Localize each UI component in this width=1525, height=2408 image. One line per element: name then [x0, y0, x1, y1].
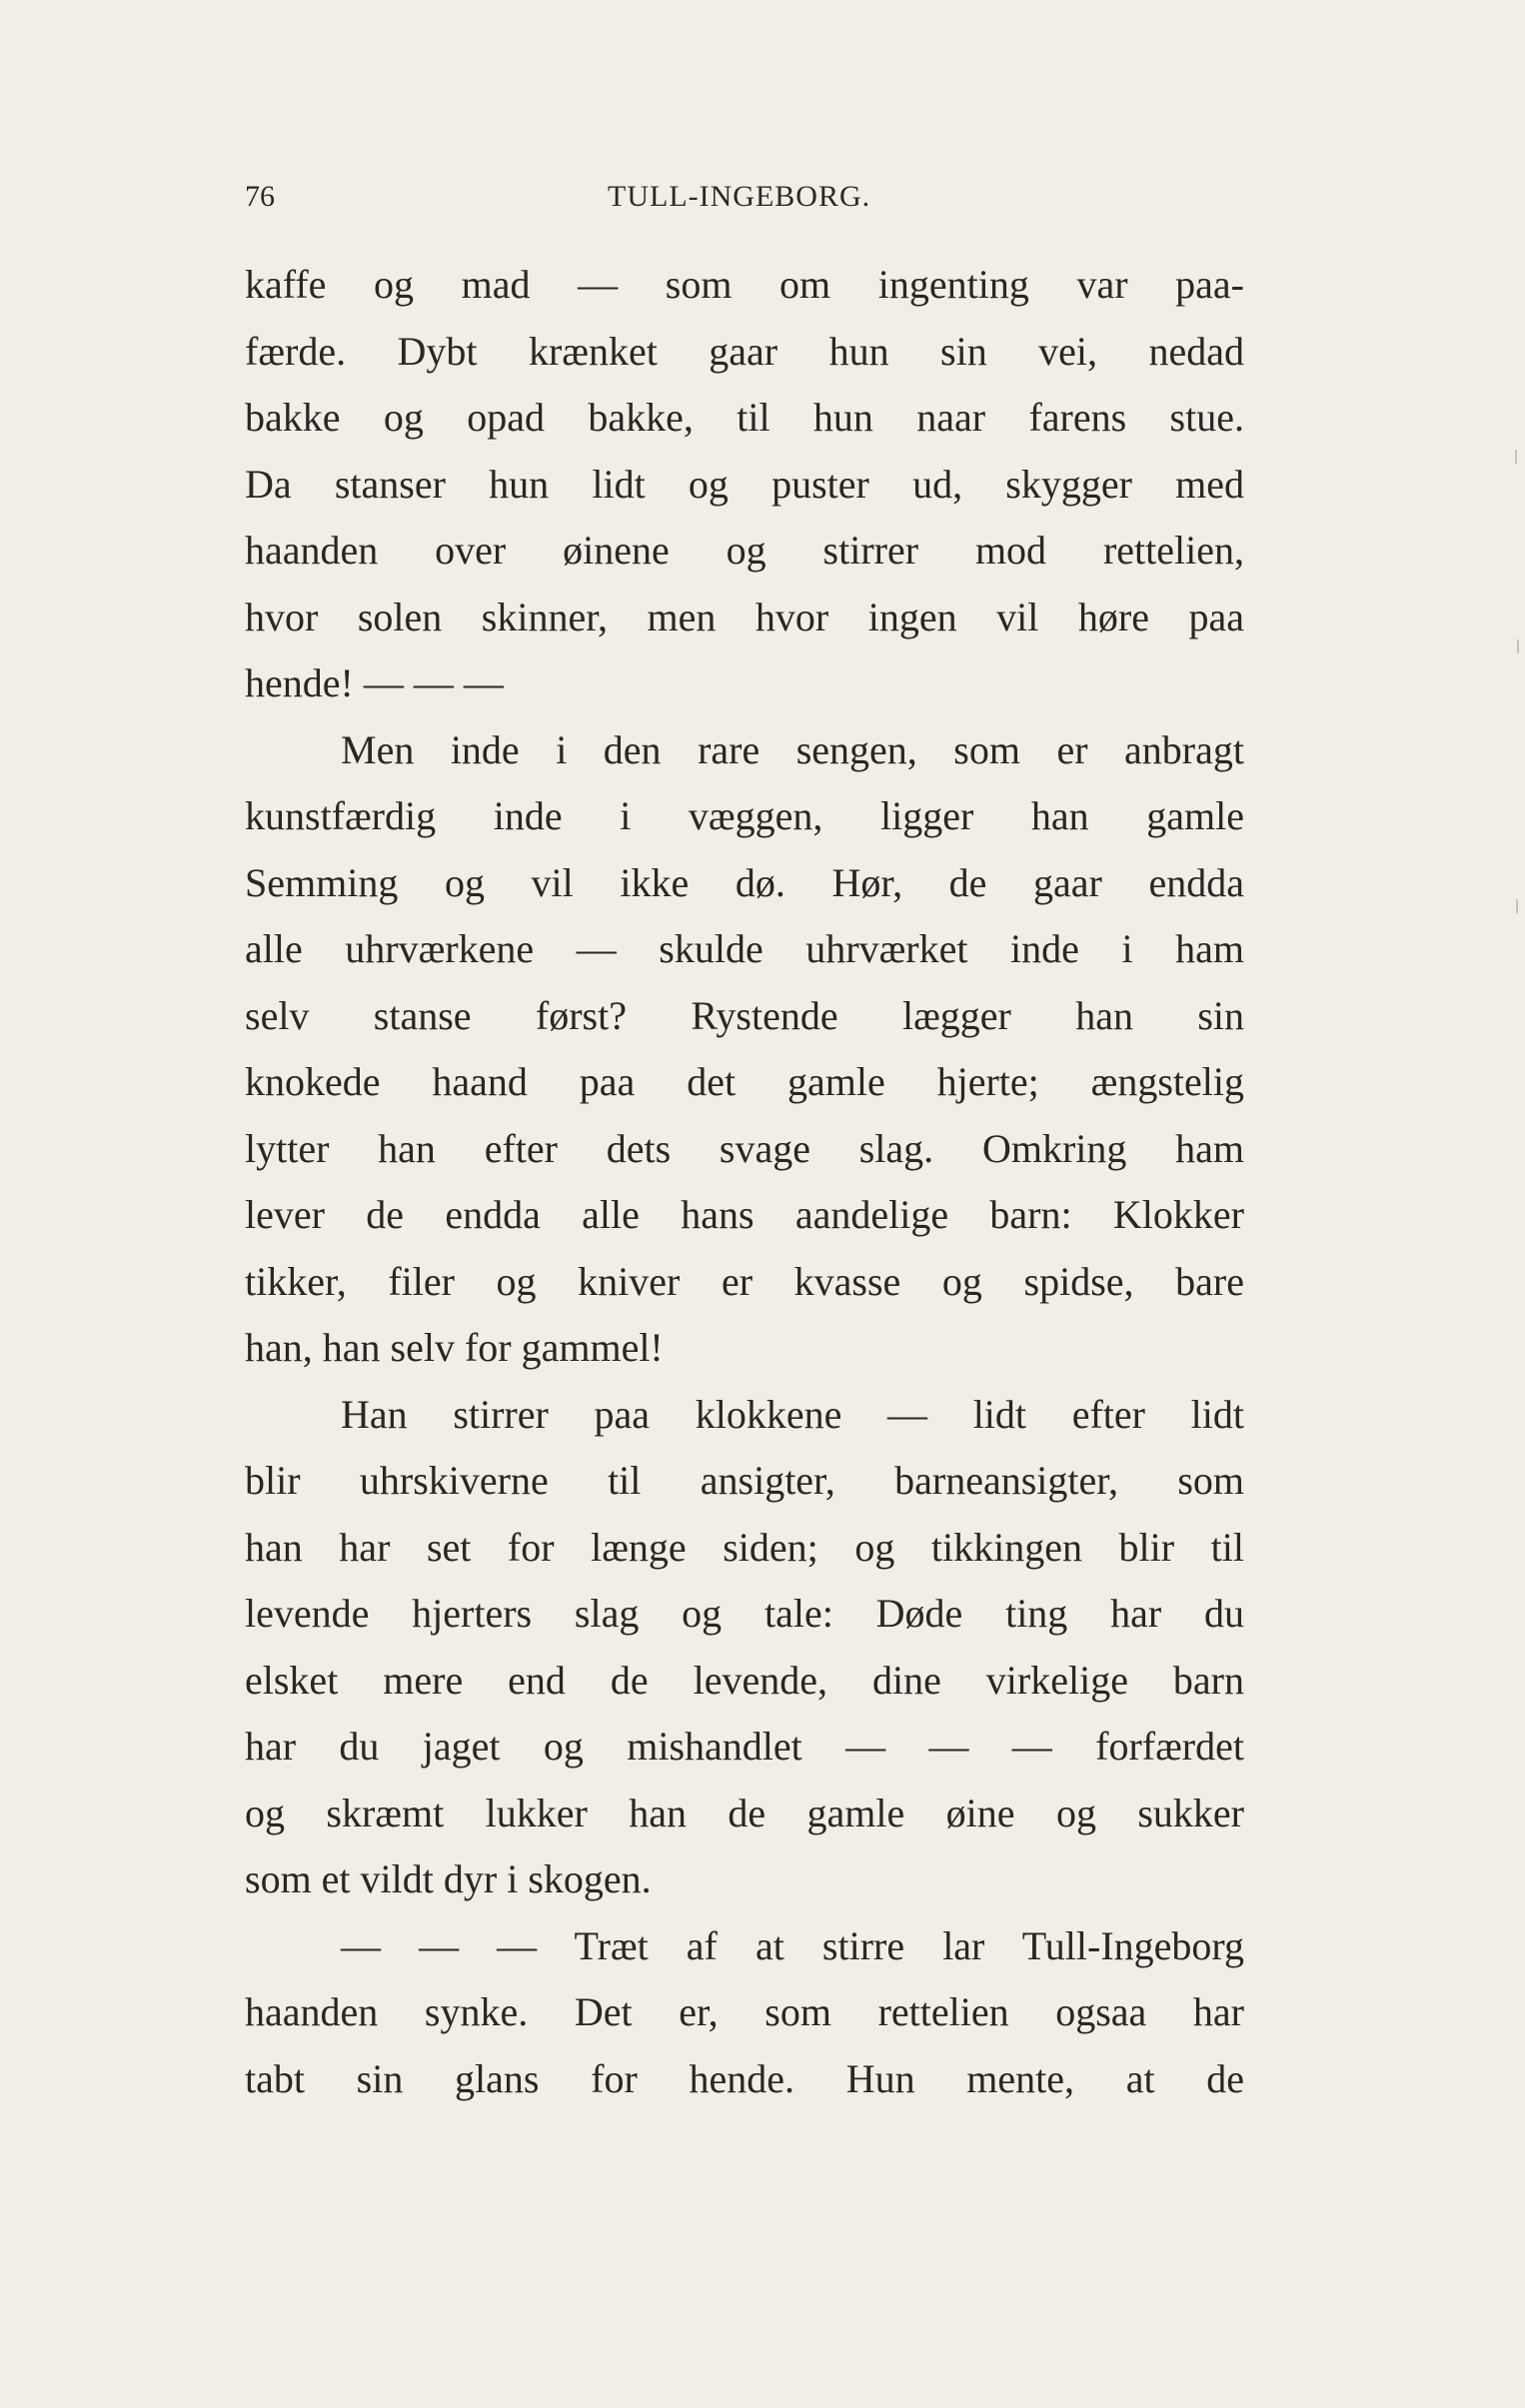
text-line: haanden synke. Det er, som rettelien ogsaa har — [245, 1989, 1244, 2034]
text-line: kunstfærdig inde i væggen, ligger han gamle — [245, 793, 1244, 838]
text-line: bakke og opad bakke, til hun naar farens stue. — [245, 395, 1244, 440]
text-line: alle uhrværkene — skulde uhrværket inde i ham — [245, 926, 1244, 971]
running-title: TULL-INGEBORG. — [608, 180, 871, 213]
page-number: 76 — [245, 180, 275, 213]
text-line: lytter han efter dets svage slag. Omkring ham — [245, 1125, 1244, 1171]
text-line: han, han selv for gammel! — [245, 1325, 664, 1370]
page-header — [245, 180, 1244, 230]
text-line: elsket mere end de levende, dine virkelige barn — [245, 1657, 1244, 1703]
text-line: — — — Træt af at stirre lar Tull-Ingeborg — [341, 1922, 1244, 1968]
text-line: blir uhrskiverne til ansigter, barneansigter, som — [245, 1458, 1244, 1503]
text-line: hende! — — — — [245, 660, 504, 705]
text-line: lever de endda alle hans aandelige barn: Klokker — [245, 1192, 1244, 1237]
text-line: som et vildt dyr i skogen. — [245, 1856, 652, 1901]
edge-speck — [1515, 450, 1517, 464]
text-line: og skræmt lukker han de gamle øine og sukker — [245, 1790, 1244, 1835]
edge-speck — [1517, 639, 1519, 653]
text-line: Da stanser hun lidt og puster ud, skygger med — [245, 461, 1244, 507]
text-line: haanden over øinene og stirrer mod rettelien, — [245, 528, 1244, 573]
text-line: levende hjerters slag og tale: Døde ting har du — [245, 1591, 1244, 1636]
text-line: knokede haand paa det gamle hjerte; ængstelig — [245, 1059, 1244, 1104]
text-line: han har set for længe siden; og tikkingen blir til — [245, 1524, 1244, 1570]
text-line: Semming og vil ikke dø. Hør, de gaar endda — [245, 859, 1244, 905]
text-line: tabt sin glans for hende. Hun mente, at de — [245, 2055, 1244, 2101]
body-text — [245, 252, 1244, 2112]
text-line: har du jaget og mishandlet — — — forfærdet — [245, 1724, 1244, 1769]
edge-speck — [1516, 899, 1518, 913]
text-line: tikker, filer og kniver er kvasse og spidse, bare — [245, 1258, 1244, 1304]
text-line: kaffe og mad — som om ingenting var paa- — [245, 262, 1244, 307]
text-line: færde. Dybt krænket gaar hun sin vei, nedad — [245, 328, 1244, 374]
text-line: Men inde i den rare sengen, som er anbragt — [341, 726, 1244, 772]
text-line: Han stirrer paa klokkene — lidt efter lidt — [341, 1391, 1244, 1437]
text-line: selv stanse først? Rystende lægger han sin — [245, 992, 1244, 1038]
text-line: hvor solen skinner, men hvor ingen vil høre paa — [245, 594, 1244, 639]
